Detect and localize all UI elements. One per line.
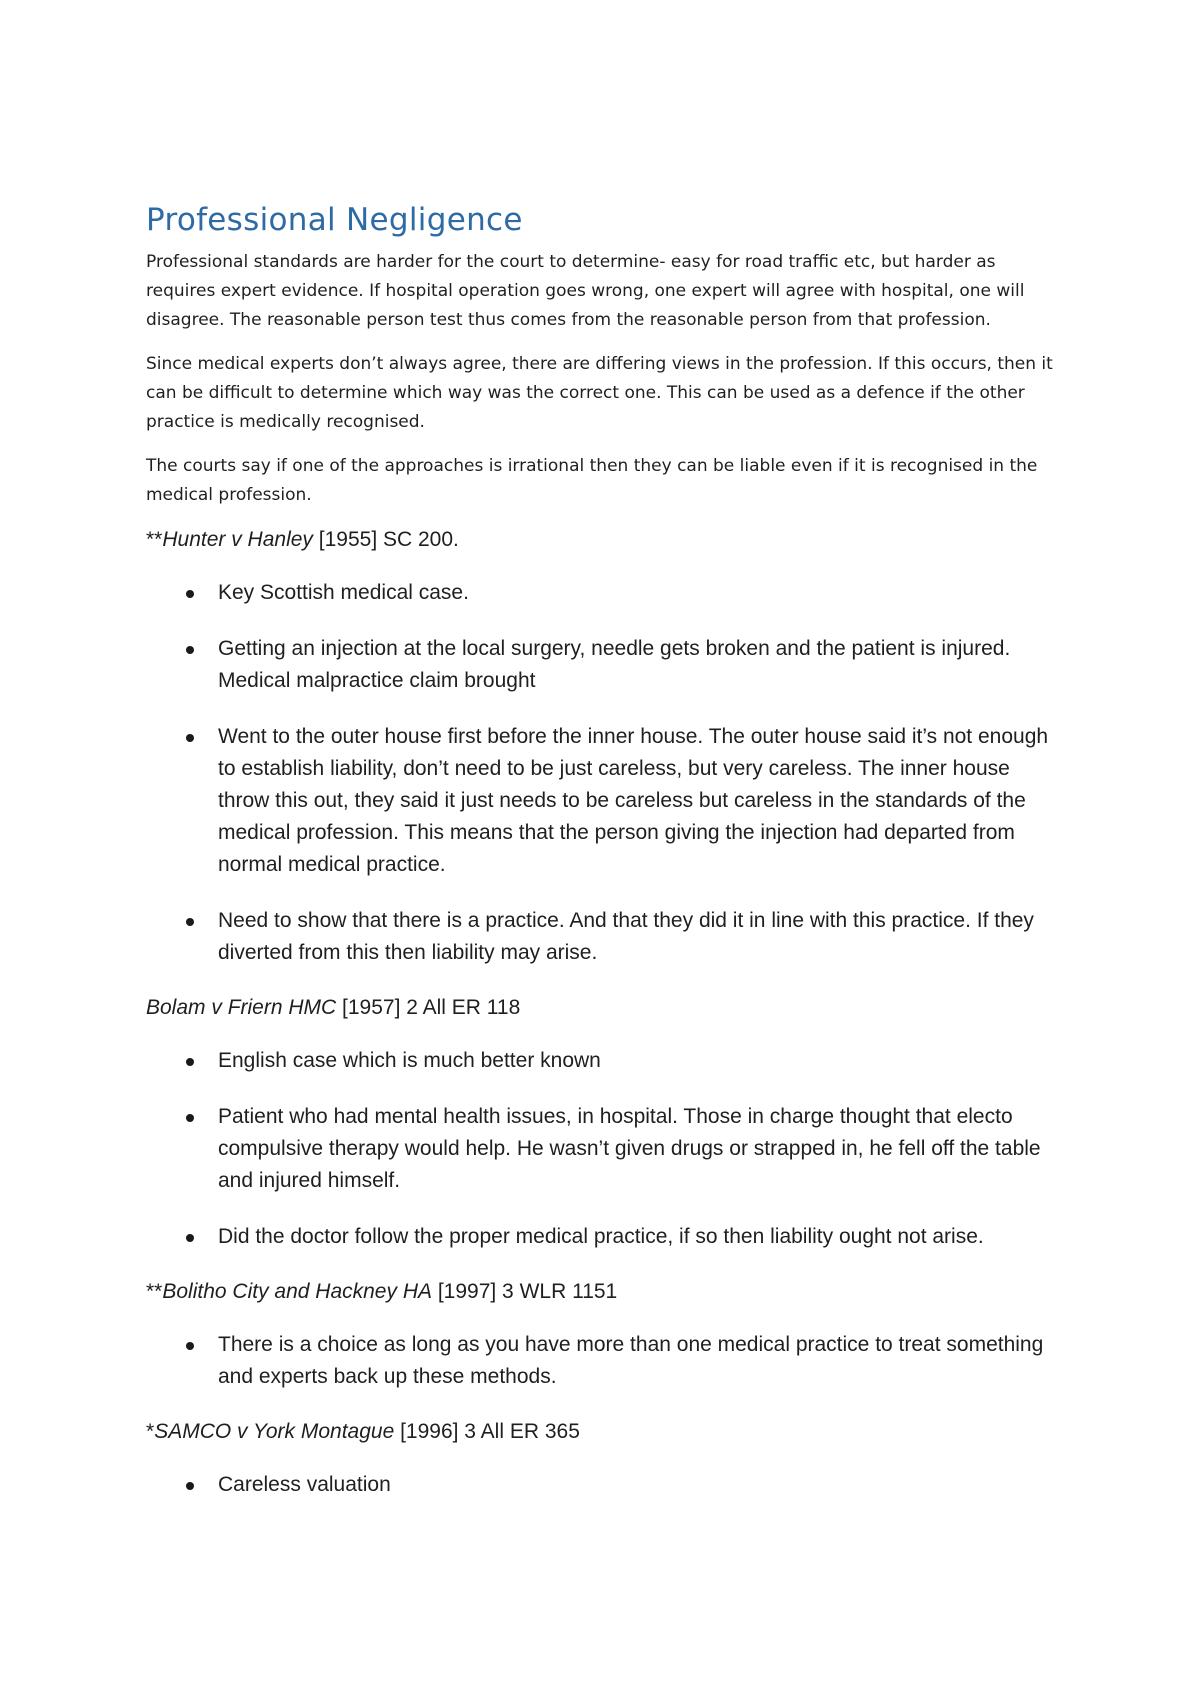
case-citation: [1955] SC 200. [312,528,459,551]
list-item-text: Patient who had mental health issues, in hospital. Those in charge thought that electo compulsive therapy would help. He wasn’t given drugs or strapped in, he fell off the table and injured himself. [218,1105,1041,1192]
list-item-text: Need to show that there is a practice. And that they did it in line with this practice. If they diverted from this then liability may arise. [218,909,1034,964]
list-item-text: English case which is much better known [218,1049,601,1072]
case-name: Bolitho City and Hackney HA [162,1280,432,1303]
list-item-text: There is a choice as long as you have more than one medical practice to treat something and experts back up these methods. [218,1333,1044,1388]
case-citation: [1996] 3 All ER 365 [394,1420,580,1443]
case-heading-hunter-v-hanley [146,525,1061,555]
case-points-list [146,1469,1061,1501]
list-item [146,1469,1061,1501]
list-item [146,1045,1061,1077]
list-item-text: Went to the outer house first before the inner house. The outer house said it’s not enough to establish liability, don’t need to be just careless, but very careless. The inner house throw this out, they said it just needs to be careless but careless in the standards of the medical profession. This means that the person giving the injection had departed from normal medical practice. [218,725,1049,876]
list-item [146,721,1061,881]
bullet-dot-icon [186,646,194,654]
paragraph-professional-standards: Professional standards are harder for the court to determine- easy for road traffic etc, but harder as requires expert evidence. If hospital operation goes wrong, one expert will agree with hospital, one will disagree. The reasonable person test thus comes from the reasonable person from that profession. [146,252,1025,330]
case-prefix: ** [146,528,163,551]
list-item [146,905,1061,969]
case-heading-bolam-v-friern [146,993,1061,1023]
document-body [146,200,1061,1525]
list-item-text: Careless valuation [218,1473,391,1496]
list-item-text: Did the doctor follow the proper medical practice, if so then liability ought not arise. [218,1225,984,1248]
document-title: Professional Negligence [146,202,523,238]
list-item-text: Key Scottish medical case. [218,581,469,604]
bullet-dot-icon [186,1114,194,1122]
bullet-dot-icon [186,918,194,926]
case-citation: [1997] 3 WLR 1151 [432,1280,618,1303]
bullet-dot-icon [186,1234,194,1242]
list-item [146,633,1061,697]
case-name: SAMCO v York Montague [154,1420,395,1443]
list-item-text: Getting an injection at the local surgery, needle gets broken and the patient is injured. Medical malpractice claim brought [218,637,1011,692]
case-prefix: * [146,1420,155,1443]
bullet-dot-icon [186,734,194,742]
case-prefix: ** [146,1280,163,1303]
bullet-dot-icon [186,590,194,598]
list-item [146,1221,1061,1253]
case-points-list [146,1045,1061,1253]
case-points-list [146,577,1061,969]
case-heading-bolitho [146,1277,1061,1307]
bullet-dot-icon [186,1058,194,1066]
paragraph-differing-views: Since medical experts don’t always agree, there are differing views in the profession. If this occurs, then it can be difficult to determine which way was the correct one. This can be used as a defence if the other practice is medically recognised. [146,354,1053,432]
case-name: Hunter v Hanley [162,528,313,551]
bullet-dot-icon [186,1342,194,1350]
case-name: Bolam v Friern HMC [146,996,337,1019]
case-points-list [146,1329,1061,1393]
case-heading-samco [146,1417,1061,1447]
list-item [146,577,1061,609]
bullet-dot-icon [186,1482,194,1490]
paragraph-irrational-approach: The courts say if one of the approaches is irrational then they can be liable even if it is recognised in the medical profession. [146,456,1038,505]
list-item [146,1329,1061,1393]
case-citation: [1957] 2 All ER 118 [336,996,521,1019]
list-item [146,1101,1061,1197]
